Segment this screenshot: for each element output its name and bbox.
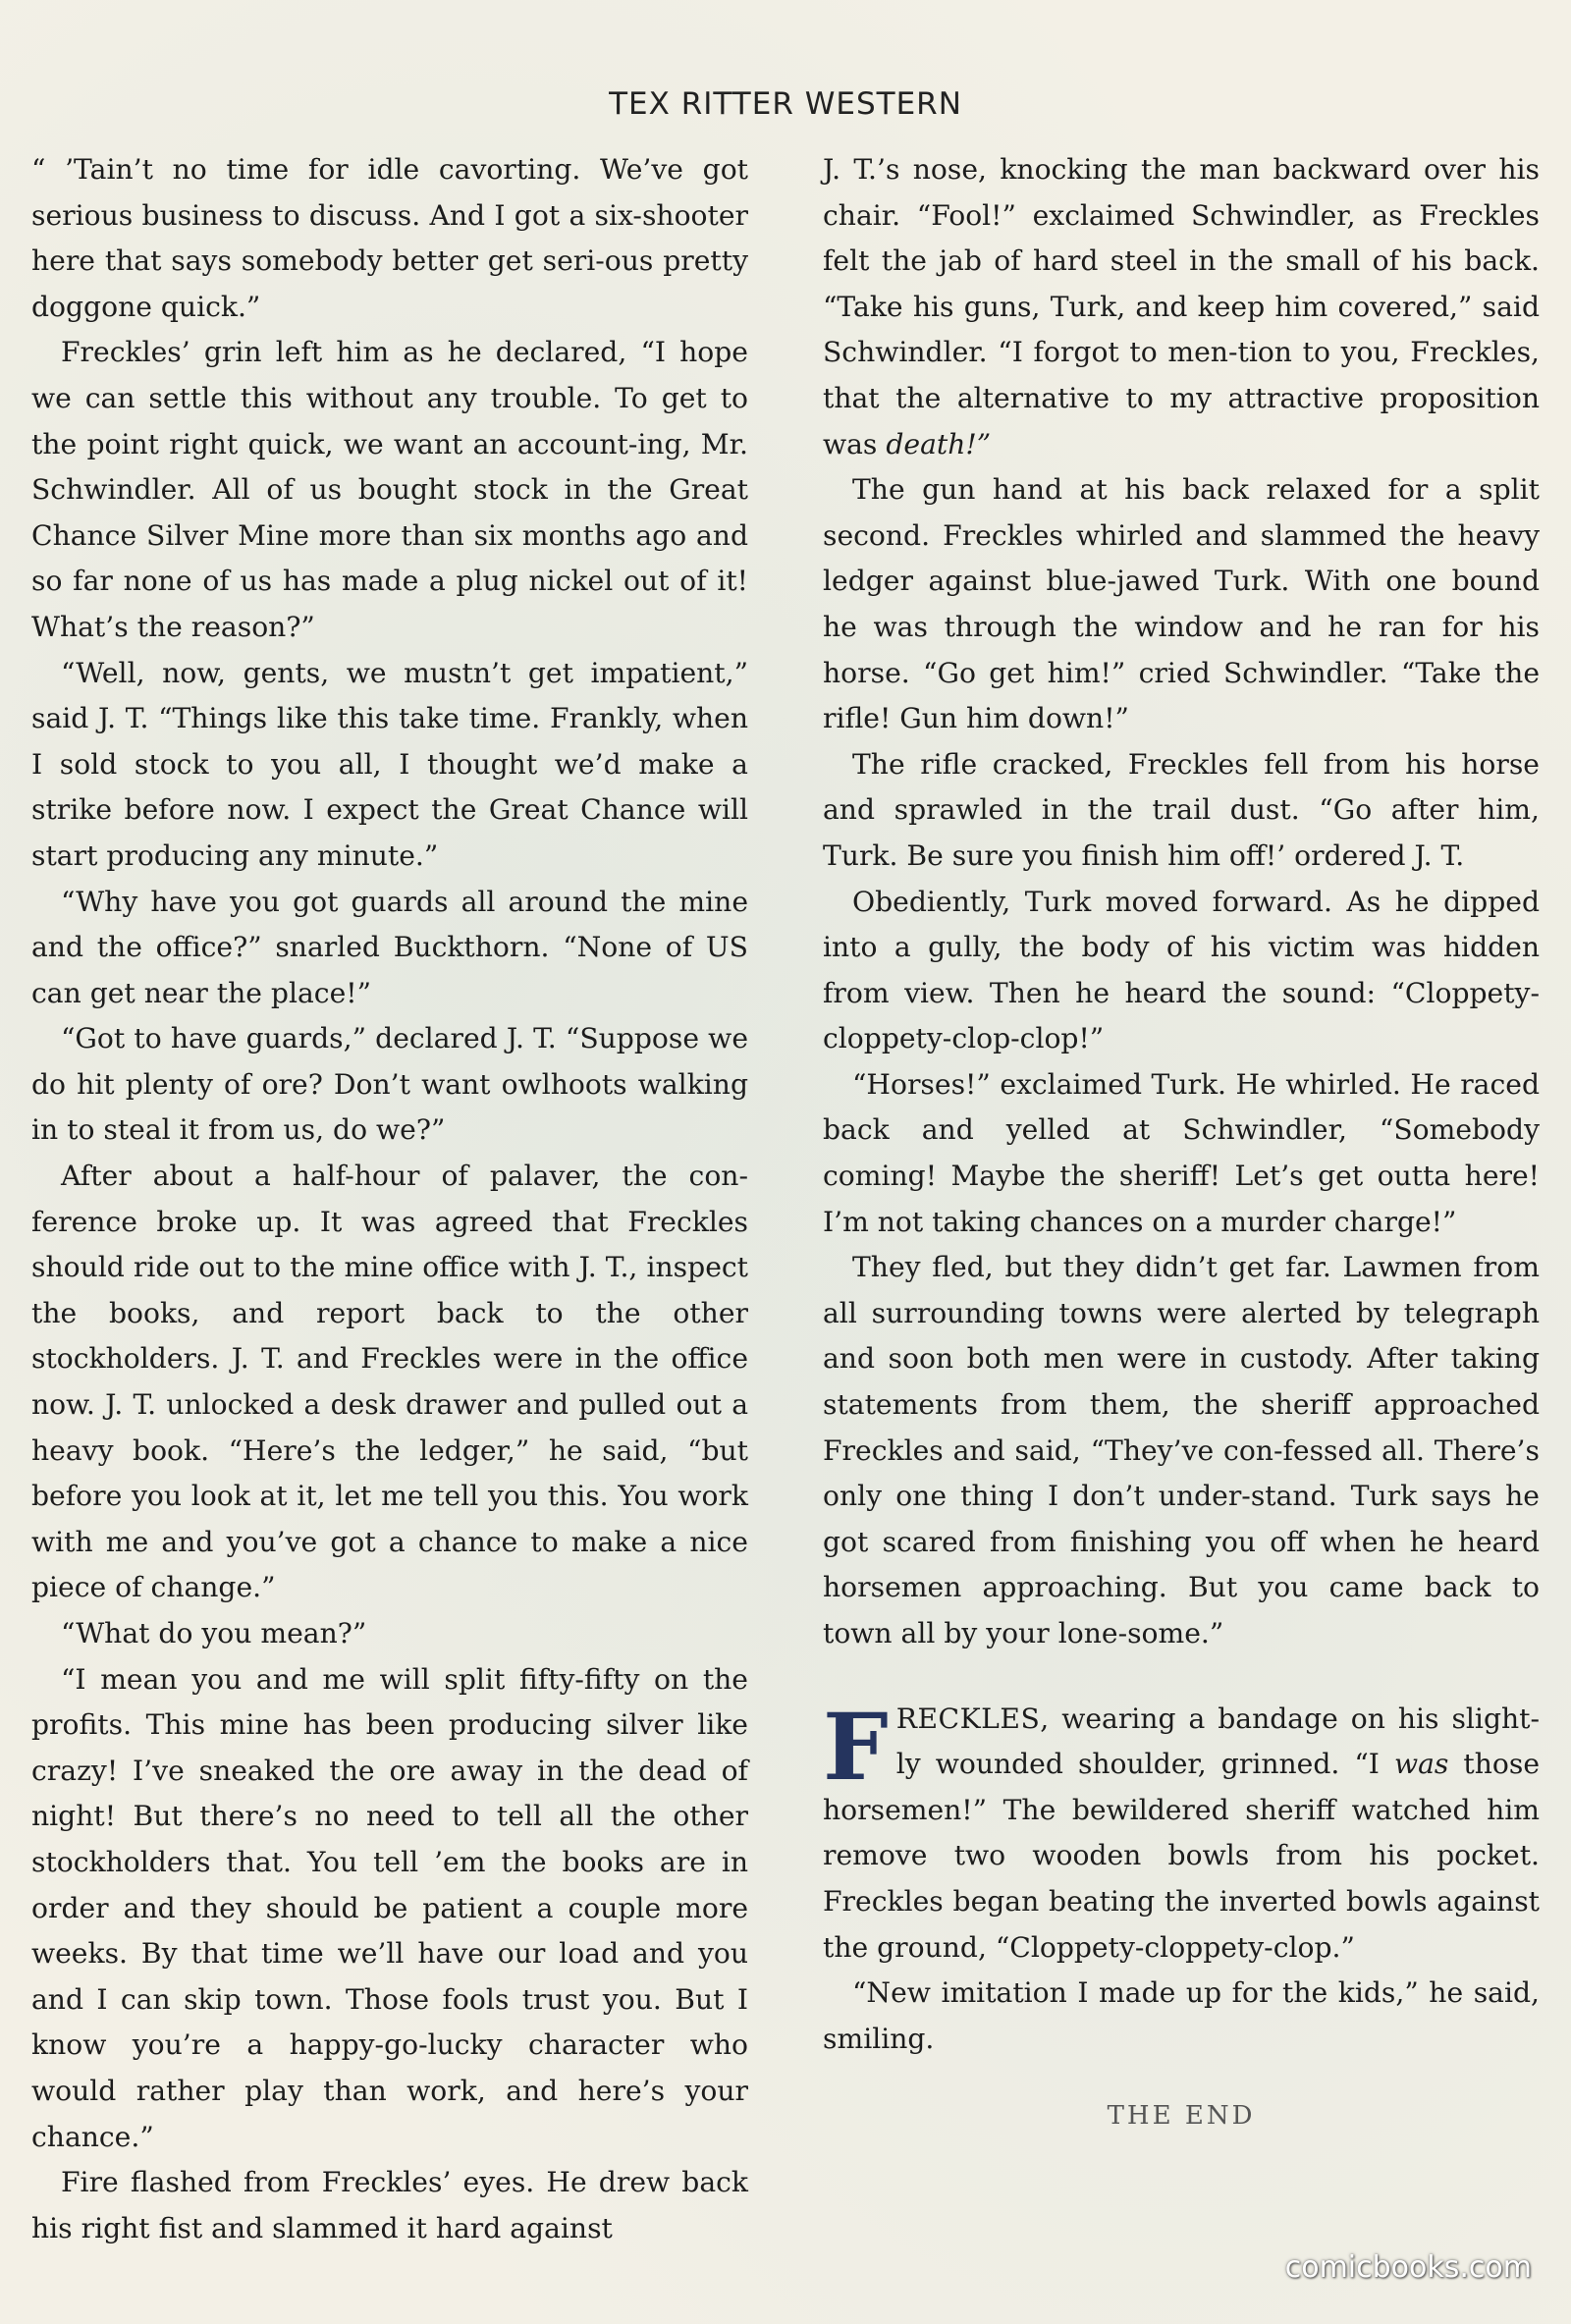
paragraph: Fire flashed from Freckles’ eyes. He drew back his right fist and slammed it hard against: [31, 2166, 748, 2244]
paragraph: Freckles’ grin left him as he declared, “I hope we can settle this without any trouble. To get to the point right quick, we want an account-ing, Mr. Schwindler. All of us bought stock in the Great Chance Silver Mine more than six months ago and so far none of us has made a plug nickel out of it! What’s the reason?”: [31, 336, 748, 643]
drop-cap: F: [823, 1693, 889, 1802]
caps-lead: RECKLES: [895, 1702, 1041, 1735]
closing-paragraph: “New imitation I made up for the kids,” he said, smiling.: [823, 1976, 1540, 2055]
paragraph-text: J. T.’s nose, knocking the man backward over his chair. “Fool!” exclaimed Schwindler, as Freckles felt the jab of hard steel in the small of his back. “Take his guns, Turk, and keep him covered,” said Schwindler. “I forgot to men-tion to you, Freckles, that the alternative to my attractive proposition was: [823, 153, 1540, 460]
final-text-part2: those horsemen!” The bewildered sheriff watched him remove two wooden bowls from his pocket. Freckles began beating the inverted bowls against the ground, “Cloppety-cloppety-clop.”: [823, 1748, 1540, 1964]
the-end: THE END: [1107, 2101, 1256, 2132]
emphasis-death: death!”: [886, 427, 992, 460]
paragraph: “ ’Tain’t no time for idle cavorting. We’ve got serious business to discuss. And I got a six-shooter here that says somebody better get seri-ous pretty doggone quick.”: [31, 153, 748, 323]
final-paragraph: [823, 1693, 1540, 1972]
left-column: [31, 147, 748, 2251]
paragraph: “I mean you and me will split fifty-fifty on the profits. This mine has been producing silver like crazy! I’ve sneaked the ore away in the dead of night! But there’s no need to tell all the other stockholders that. You tell ’em the books are in order and they should be patient a couple more weeks. By that time we’ll have our load and you and I can skip town. Those fools trust you. But I know you’re a happy-go-lucky character who would rather play than work, and here’s your chance.”: [31, 1662, 748, 2153]
paragraph: “Got to have guards,” declared J. T. “Suppose we do hit plenty of ore? Don’t want owlhoots walking in to steal it from us, do we?”: [31, 1022, 748, 1147]
paragraph: They fled, but they didn’t get far. Lawmen from all surrounding towns were alerted by telegraph and soon both men were in custody. After taking statements from them, the sheriff approached Freckles and said, “They’ve con-fessed all. There’s only one thing I don’t under-stand. Turk says he got scared from finishing you off when he heard horsemen approaching. But you came back to town all by your lone-some.”: [823, 1251, 1540, 1649]
paragraph: [823, 147, 1540, 467]
paragraph: “Well, now, gents, we mustn’t get impatient,” said J. T. “Things like this take time. Frankly, when I sold stock to you all, I thought we’d make a strike before now. I expect the Great Chance will start producing any minute.”: [31, 656, 748, 872]
right-column: [823, 147, 1540, 2139]
emphasis-was: was: [1393, 1748, 1449, 1781]
paragraph: After about a half-hour of palaver, the con-ference broke up. It was agreed that Freckles should ride out to the mine office with J. T., inspect the books, and report back to the other stockholders. J. T. and Freckles were in the office now. J. T. unlocked a desk drawer and pulled out a heavy book. “Here’s the ledger,” he said, “but before you look at it, let me tell you this. You work with me and you’ve got a chance to make a nice piece of change.”: [31, 1160, 748, 1604]
watermark: comicbooks.com: [1284, 2250, 1532, 2285]
paragraph: The gun hand at his back relaxed for a split second. Freckles whirled and slammed the heavy ledger against blue-jawed Turk. With one bound he was through the window and he ran for his horse. “Go get him!” cried Schwindler. “Take the rifle! Gun him down!”: [823, 473, 1540, 735]
paragraph: “Horses!” exclaimed Turk. He whirled. He raced back and yelled at Schwindler, “Somebody coming! Maybe the sheriff! Let’s get outta here! I’m not taking chances on a murder charge!”: [823, 1067, 1540, 1238]
final-text-part1: , wearing a bandage on his slight-ly wounded shoulder, grinned. “I: [895, 1702, 1540, 1781]
paragraph: Obediently, Turk moved forward. As he dipped into a gully, the body of his victim was hidden from view. Then he heard the sound: “Cloppety-cloppety-clop-clop!”: [823, 885, 1540, 1055]
paragraph: “What do you mean?”: [61, 1617, 367, 1649]
running-head: TEX RITTER WESTERN: [609, 86, 962, 122]
section-break: [823, 1657, 1540, 1697]
paragraph: The rifle cracked, Freckles fell from his horse and sprawled in the trail dust. “Go after him, Turk. Be sure you finish him off!’ ordered J. T.: [823, 747, 1540, 872]
paragraph: “Why have you got guards all around the mine and the office?” snarled Buckthorn. “None of US can get near the place!”: [31, 885, 748, 1009]
